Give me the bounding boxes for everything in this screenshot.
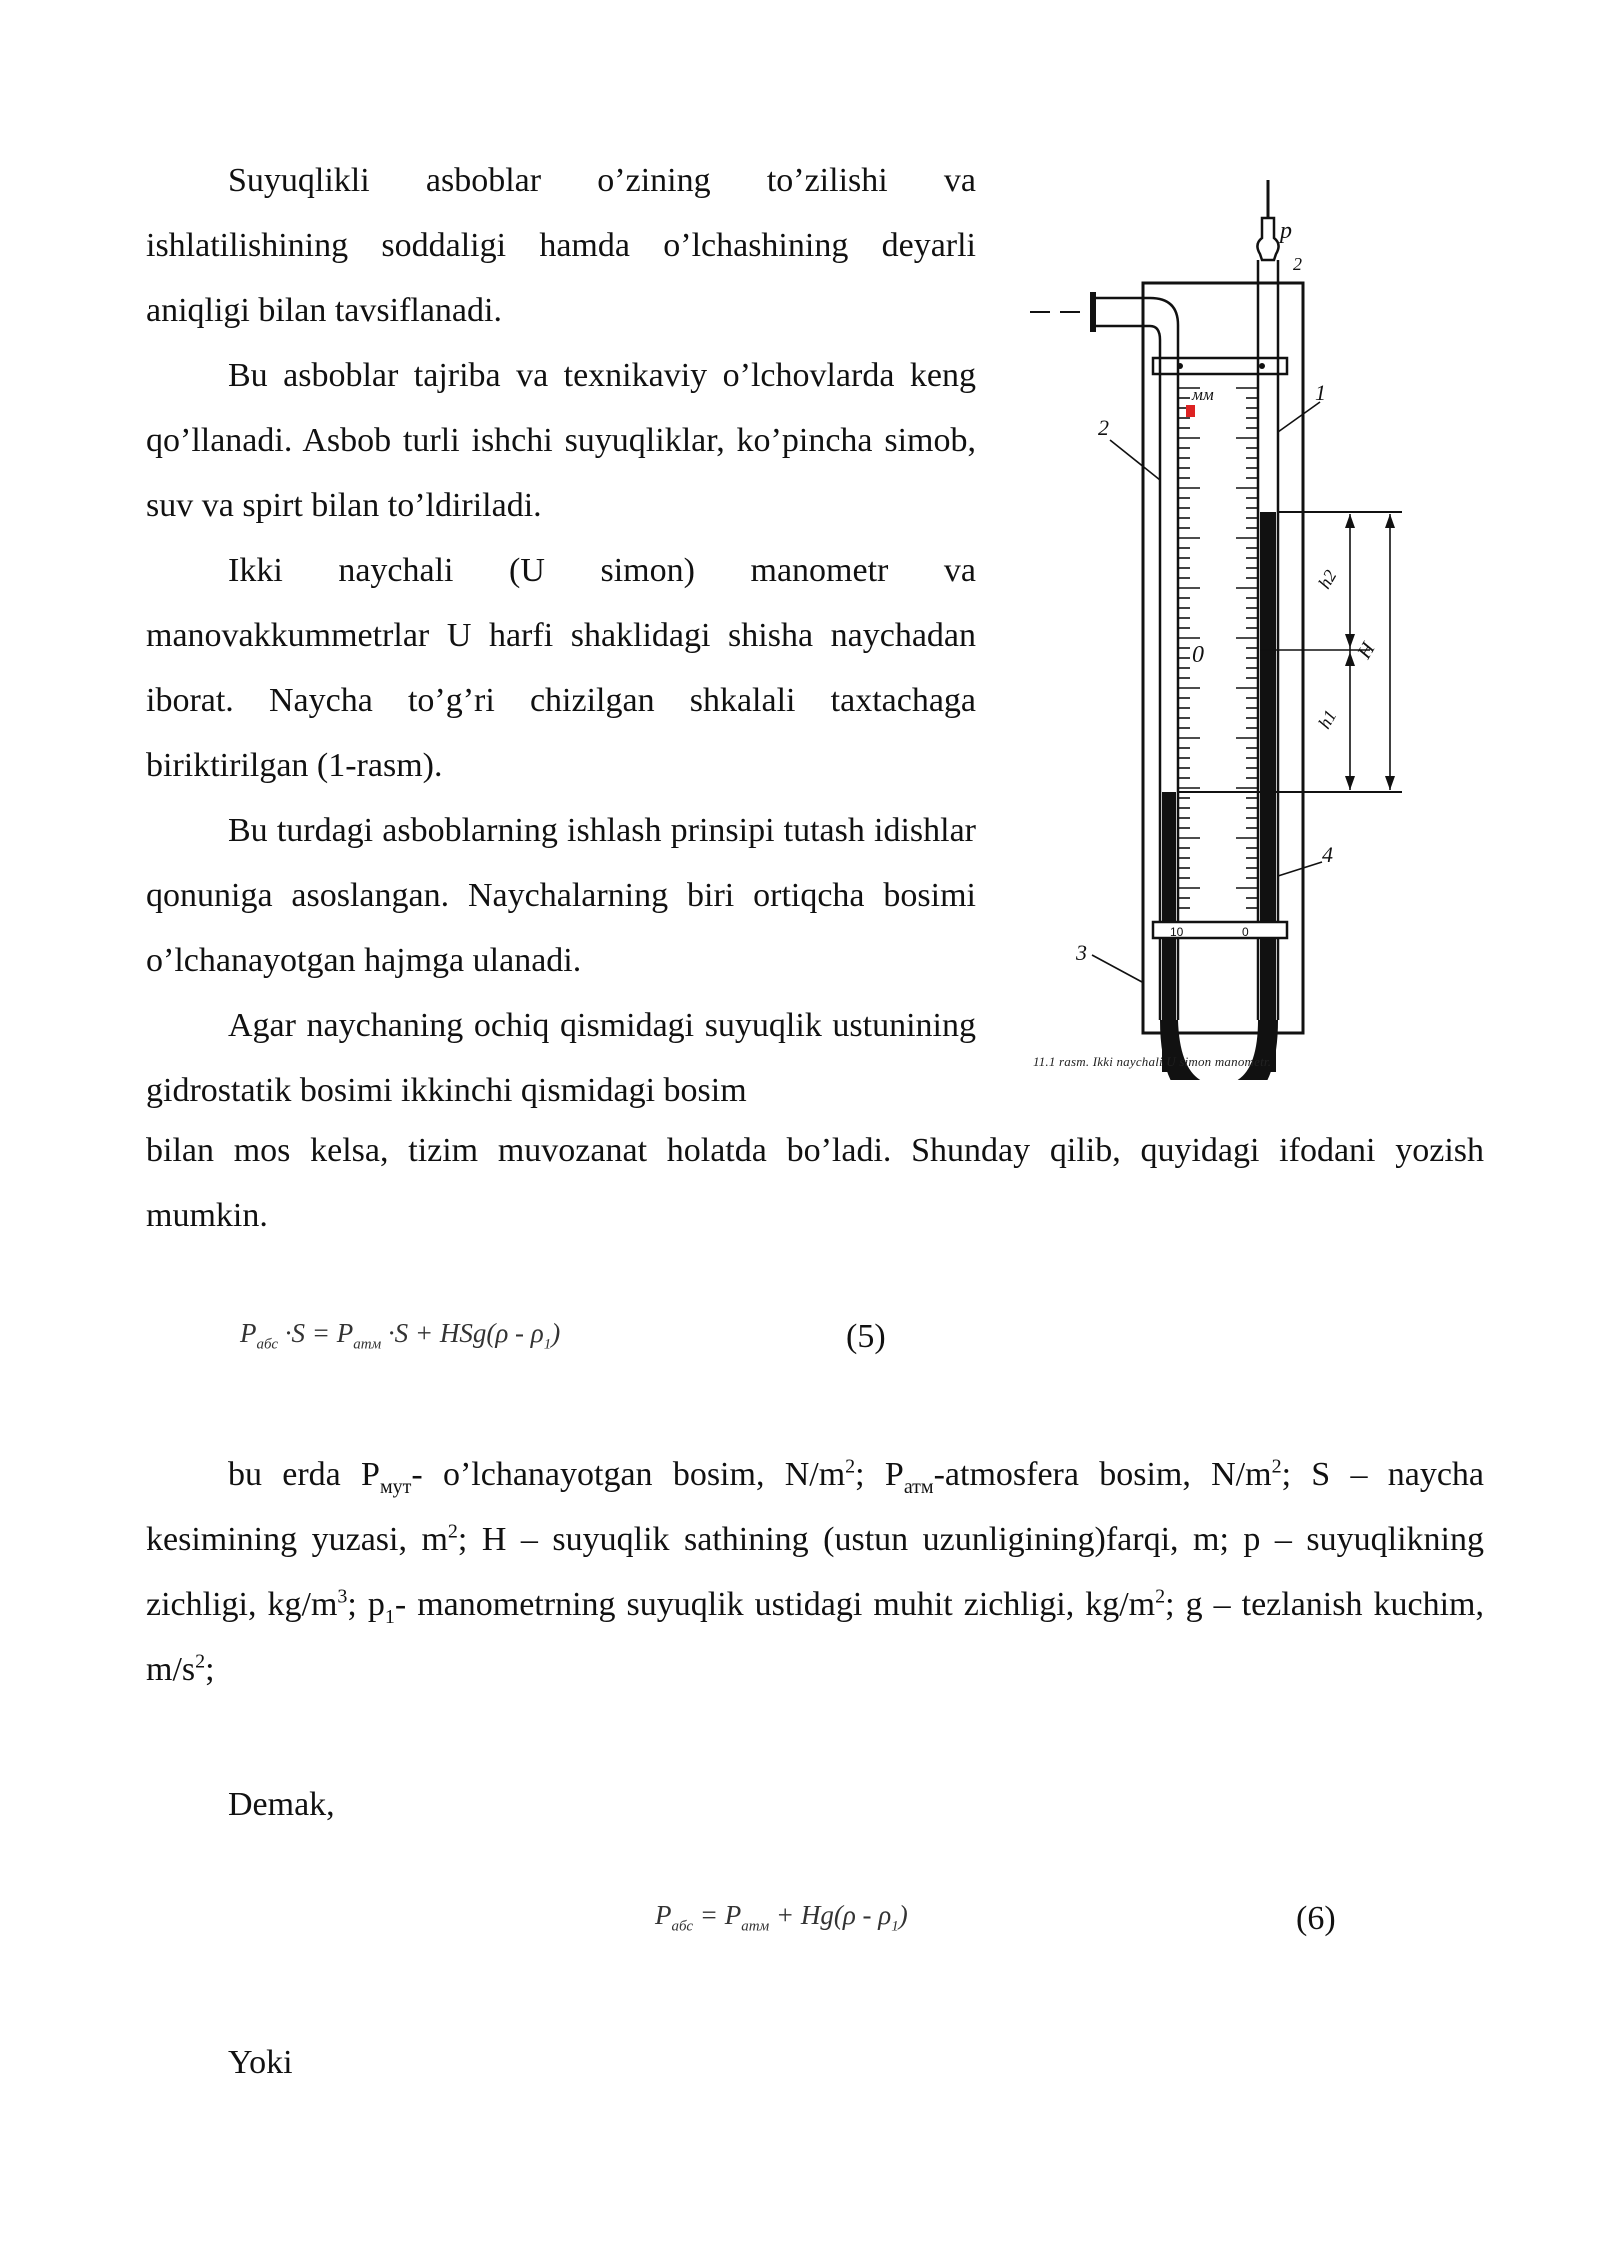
text-column [146, 148, 976, 1123]
u-tube-manometer-diagram [1010, 150, 1430, 1080]
label-mm: мм [1192, 385, 1214, 404]
label-h1: h1 [1314, 706, 1341, 732]
label-1: 1 [1315, 380, 1326, 405]
equation-number-5: (5) [846, 1318, 886, 1355]
paragraph-5-continued: bilan mos kelsa, tizim muvozanat holatda bo’ladi. Shunday qilib, quyidagi ifodani yozish mumkin. [146, 1132, 1484, 1234]
label-h2: h2 [1314, 566, 1341, 592]
label-H: H [1353, 638, 1380, 663]
definitions-paragraph: bu erda $P_{мут}-$ o’lchanayotgan bosim, $N/m^2$; $P_{атм}$-atmosfera bosim, $N/m^2$; S – naycha kesimining yuzasi, $m^2$; H – suyuqlik sathining (ustun uzunligining)farqi, m; p – suyuqlikning zichligi, $kg/m^3$; $p_1-$ manometrning suyuqlik ustidagi muhit zichligi, $kg/m^2$; g – tezlanish kuchim, $m/s^2$; [146, 1455, 1485, 1688]
demak-line [146, 1772, 1484, 1837]
label-2: 2 [1098, 415, 1109, 440]
paragraph-1: Suyuqlikli asboblar o’zining to’zilishi va ishlatilishining soddaligi hamda o’lchashining deyarli aniqligi bilan tavsiflanadi. [146, 162, 976, 329]
label-0: 0 [1192, 642, 1204, 668]
label-3: 3 [1076, 940, 1087, 965]
label-4: 4 [1322, 842, 1333, 867]
formula-5: $P_{абс} \cdot S = P_{атм} \cdot S + HSg(\rho - \rho_1)$ [240, 1318, 561, 1353]
yoki-text: Yoki [228, 2044, 293, 2081]
definitions-block [146, 1442, 1484, 1702]
formula-6: $P_{абс} = P_{атм} + Hg(\rho - \rho_1)$ [655, 1900, 908, 1935]
demak-text: Demak, [228, 1786, 335, 1823]
manometer-figure [1010, 150, 1430, 1080]
paragraph-3: Ikki naychali (U simon) manometr va manovakkummetrlar U harfi shaklidagi shisha naychadan iborat. Naycha to’g’ri chizilgan shkalali taxtachaga biriktirilgan (1-rasm). [146, 552, 976, 784]
paragraph-5: Agar naychaning ochiq qismidagi suyuqlik ustunining gidrostatik bosimi ikkinchi qismidagi bosim [146, 1007, 976, 1109]
paragraph-4: Bu turdagi asboblarning ishlash prinsipi tutash idishlar qonuniga asoslangan. Naychalarning biri ortiqcha bosimi o’lchanayotgan hajmga ulanadi. [146, 812, 976, 979]
paragraph-2: Bu asboblar tajriba va texnikaviy o’lchovlarda keng qo’llanadi. Asbob turli ishchi suyuqliklar, ko’pincha simob, suv va spirt bilan to’ldiriladi. [146, 357, 976, 524]
label-10-right: 0 [1242, 925, 1249, 939]
equation-number-6: (6) [1296, 1900, 1336, 1937]
label-p2: p [1280, 218, 1292, 244]
wrap-paragraph [146, 1118, 1484, 1248]
label-10: 10 [1170, 925, 1184, 939]
yoki-line [146, 2030, 1484, 2095]
label-p2-sub: 2 [1293, 254, 1302, 274]
figure-caption: 11.1 rasm. Ikki naychali U simon manometr. [1033, 1054, 1272, 1069]
